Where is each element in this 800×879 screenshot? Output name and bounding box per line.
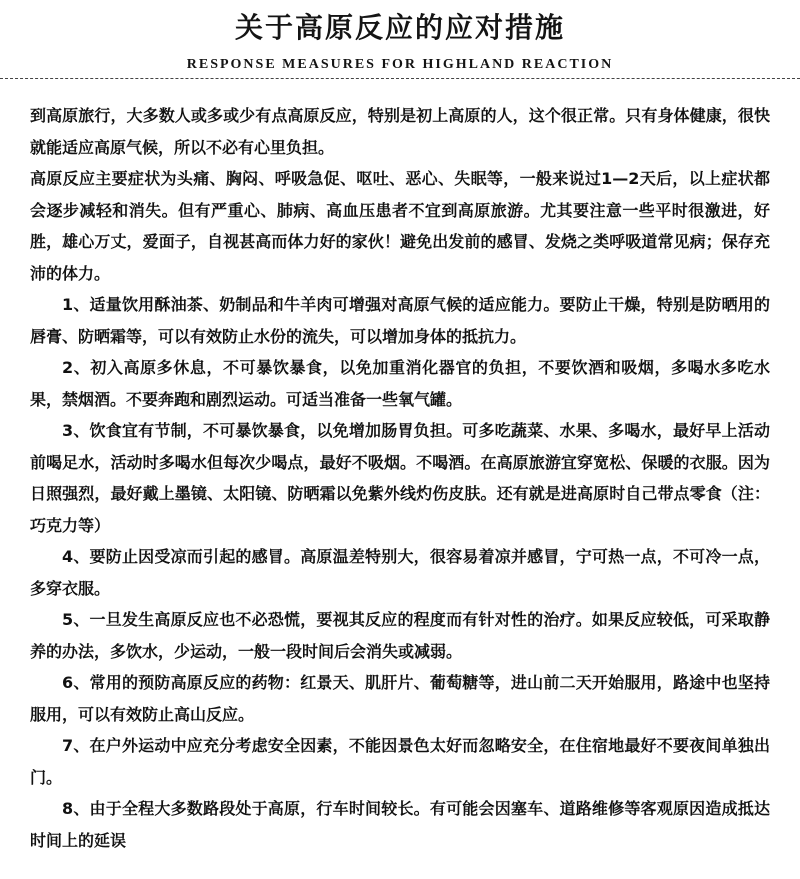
symptoms-paragraph: 高原反应主要症状为头痛、胸闷、呼吸急促、呕吐、恶心、失眠等，一般来说过1—2天后，以上症状都会逐步减轻和消失。但有严重心、肺病、高血压患者不宜到高原旅游。尤其要注意一些平时很激进，好胜，雄心万丈，爱面子，自视甚高而体力好的家伙！避免出发前的感冒、发烧之类呼吸道常见病；保存充沛的体力。 <box>30 169 770 283</box>
dashed-divider <box>0 78 800 79</box>
tip-8-paragraph: 8、由于全程大多数路段处于高原，行车时间较长。有可能会因塞车、道路维修等客观原因造成抵达时间上的延误 <box>30 799 770 850</box>
tip-1-paragraph: 1、适量饮用酥油茶、奶制品和牛羊肉可增强对高原气候的适应能力。要防止干燥，特别是防晒用的唇膏、防晒霜等，可以有效防止水份的流失，可以增加身体的抵抗力。 <box>30 295 770 346</box>
page-subtitle: RESPONSE MEASURES FOR HIGHLAND REACTION <box>186 57 614 72</box>
header <box>0 0 800 79</box>
tip-6-paragraph: 6、常用的预防高原反应的药物：红景天、肌肝片、葡萄糖等，进山前二天开始服用，路途中也坚持服用，可以有效防止高山反应。 <box>30 673 770 724</box>
intro-paragraph: 到高原旅行，大多数人或多或少有点高原反应，特别是初上高原的人，这个很正常。只有身体健康，很快就能适应高原气候，所以不必有心里负担。 <box>30 106 770 157</box>
tip-7-paragraph: 7、在户外运动中应充分考虑安全因素，不能因景色太好而忽略安全，在住宿地最好不要夜间单独出门。 <box>30 736 770 787</box>
article-body <box>30 100 770 856</box>
tip-3-paragraph: 3、饮食宜有节制，不可暴饮暴食，以免增加肠胃负担。可多吃蔬菜、水果、多喝水，最好早上活动前喝足水，活动时多喝水但每次少喝点，最好不吸烟。不喝酒。在高原旅游宜穿宽松、保暖的衣服。因为日照强烈，最好戴上墨镜、太阳镜、防晒霜以免紫外线灼伤皮肤。还有就是进高原时自己带点零食（注：巧克力等） <box>30 421 770 535</box>
tip-2-paragraph: 2、初入高原多休息，不可暴饮暴食，以免加重消化器官的负担，不要饮酒和吸烟，多喝水多吃水果，禁烟酒。不要奔跑和剧烈运动。可适当准备一些氧气罐。 <box>30 358 770 409</box>
page-title: 关于高原反应的应对措施 <box>234 11 565 44</box>
tip-5-paragraph: 5、一旦发生高原反应也不必恐慌，要视其反应的程度而有针对性的治疗。如果反应较低，可采取静养的办法，多饮水，少运动，一般一段时间后会消失或减弱。 <box>30 610 770 661</box>
tip-4-paragraph: 4、要防止因受凉而引起的感冒。高原温差特别大，很容易着凉并感冒，宁可热一点，不可冷一点，多穿衣服。 <box>30 547 770 598</box>
